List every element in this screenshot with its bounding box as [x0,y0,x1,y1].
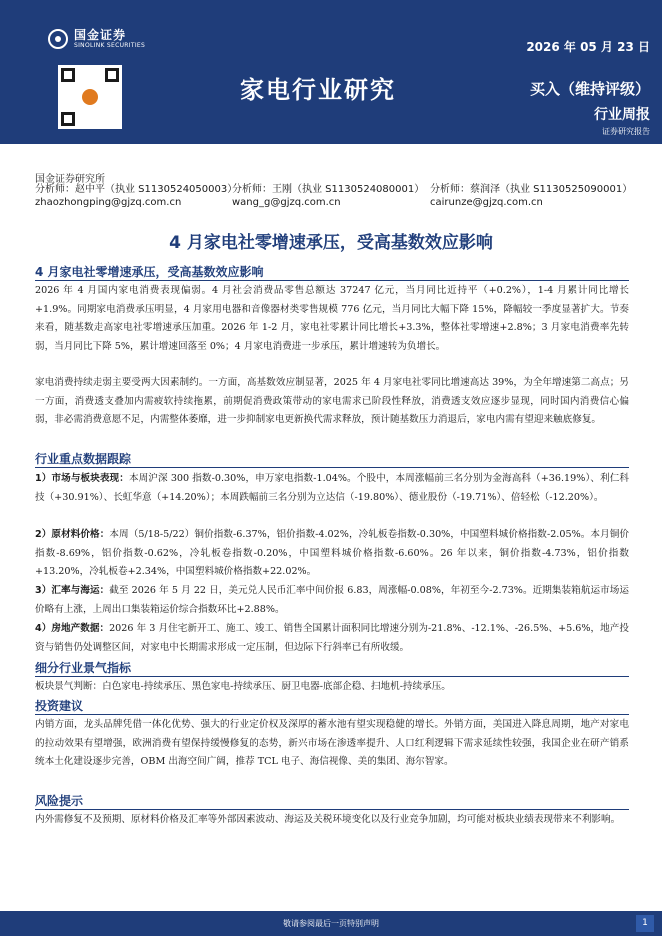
logo-name-en: SINOLINK SECURITIES [74,42,146,49]
report-headline: 4 月家电社零增速承压，受高基数效应影响 [169,233,493,253]
qr-code-icon [58,65,122,129]
summary-paragraph-2: 家电消费持续走弱主要受两大因素制约。一方面，高基数效应制显著，2025 年 4 月家电社零同比增速高达 39%，为全年增速第二高点；另一方面，消费透支叠加内需疲软持续拖累，前期促消费政策带动的家电需求已阶段性释放，消费透支效应逐步显现，同时国内消费信心偏弱，非必需消费意愿不足，内需整体萎靡，进一步抑制家电更新换代需求释放，预计随基数压力消退后，家电内需有望迎来触底修复。 [35,377,629,425]
analyst-email[interactable]: zhaozhongping@gjzq.com.cn [35,197,182,208]
section-divider [35,280,629,281]
indicators-paragraph: 板块景气判断：白色家电-持续承压、黑色家电-持续承压、厨卫电器-底部企稳、扫地机-持续承压。 [35,681,451,692]
data-paragraph-body: 截至 2026 年 5 月 22 日，美元兑人民币汇率中间价报 6.83，周涨幅-0.08%，年初至今-2.73%。近期集装箱航运市场运价略有上涨，上周出口集装箱运价综合指数环比+2.88%。 [35,585,629,615]
analyst-3 [430,183,632,209]
summary-paragraph-1: 2026 年 4 月国内家电消费表现偏弱。4 月社会消费品零售总额达 37247 亿元，当月同比近持平（+0.2%），1-4 月累计同比增长+1.9%。同期家电消费承压明显，4 月家用电器和音像器材类零售规模 776 亿元，当月同比大幅下降 15%，降幅较一季度显著扩大。节奏来看，随基数走高家电社零增速承压加重。2026 年 1-2 月，家电社零累计同比增长+3.3%，整体社零增速+2.8%；3 月家电消费率先转弱，当月同比下降 5%，累计增速回落至 0%；4 月家电消费进一步承压，累计增速转为负增长。 [35,285,629,352]
analyst-label: 分析师：王刚（执业 S1130524080001） [232,184,425,195]
investment-paragraph: 内销方面，龙头品牌凭借一体化优势、强大的行业定价权及深厚的蓄水池有望实现稳健的增长。外销方面，美国进入降息周期，地产对家电的拉动效果有望增强，欧洲消费有望保持缓慢修复的态势，新兴市场在渗透率提升、人口红利逻辑下需求延续性较强，我国企业在研产销系统本土化建设逐步完善，OBM 出海空间广阔，推荐 TCL 电子、海信视像、美的集团、海尔智家。 [35,719,629,767]
section-heading-data-tracking: 行业重点数据跟踪 [35,452,132,466]
report-header [0,0,662,144]
report-type: 证券研究报告 [602,127,650,136]
page-footer [0,911,662,936]
analyst-email[interactable]: wang_g@gjzq.com.cn [232,197,341,208]
data-paragraph-body: 2026 年 3 月住宅新开工、施工、竣工、销售全国累计面积同比增速分别为-21.8%、-12.1%、-26.5%、+5.6%，地产投资与销售仍处调整区间，对家电中长期需求形成一定压制，但边际下行斜率已有所收缓。 [35,623,629,653]
section-heading-risk: 风险提示 [35,794,84,808]
institute-name: 国金证券研究所 [35,174,105,185]
footer-disclaimer: 敬请参阅最后一页特别声明 [283,919,379,928]
section-divider [35,676,629,677]
report-kind: 行业周报 [594,107,650,123]
section-divider [35,809,629,810]
data-paragraph-lead: 4）房地产数据： [35,623,110,634]
logo-name-cn: 国金证券 [74,28,127,42]
data-paragraph-lead: 3）汇率与海运： [35,585,110,596]
analyst-1 [35,183,237,209]
qr-center-logo-icon [82,89,98,105]
data-paragraph-real-estate [35,620,629,657]
data-paragraph-lead: 2）原材料价格： [35,529,110,540]
section-divider [35,714,629,715]
company-logo [48,28,145,50]
data-paragraph-lead: 1）市场与板块表现： [35,473,129,484]
analyst-label: 分析师：蔡润泽（执业 S1130525090001） [430,184,633,195]
section-heading-investment: 投资建议 [35,699,84,713]
analyst-label: 分析师：赵中平（执业 S1130524050003） [35,184,238,195]
logo-mark-icon [48,29,68,49]
risk-paragraph: 内外需修复不及预期、原材料价格及汇率等外部因素波动、海运及关税环境变化以及行业竞争加剧，均可能对板块业绩表现带来不利影响。 [35,814,621,825]
analyst-email[interactable]: cairunze@gjzq.com.cn [430,197,543,208]
data-paragraph-body: 本周（5/18-5/22）铜价指数-6.37%，铝价指数-4.02%，冷轧板卷指数-0.30%，中国塑料城价格指数-2.05%。本月铜价指数-8.69%，铝价指数-0.62%，冷轧板卷指数-0.20%，中国塑料城价格指数-6.60%。26 年以来，铜价指数-4.73%，铝价指数+13.20%，冷轧板卷+2.34%，中国塑料城价格指数+22.02%。 [35,529,629,577]
rating-badge: 买入（维持评级） [529,80,650,98]
data-paragraph-market [35,470,629,507]
page-number: 1 [636,915,654,932]
section-heading-summary: 4 月家电社零增速承压，受高基数效应影响 [35,265,264,279]
data-paragraph-fx-shipping [35,582,629,619]
data-paragraph-materials [35,526,629,582]
analyst-2 [232,183,424,209]
data-paragraph-body: 本周沪深 300 指数-0.30%，申万家电指数-1.04%。个股中，本周涨幅前三名分别为金海高科（+36.19%）、利仁科技（+30.91%）、长虹华意（+14.20%）；本周跌幅前三名分别为立达信（-19.80%）、德业股份（-19.71%）、倍轻松（-12.20%）。 [35,473,629,503]
report-date: 2026 年 05 月 23 日 [526,40,650,54]
report-title: 家电行业研究 [240,76,396,104]
section-divider [35,467,629,468]
section-heading-indicators: 细分行业景气指标 [35,661,132,675]
